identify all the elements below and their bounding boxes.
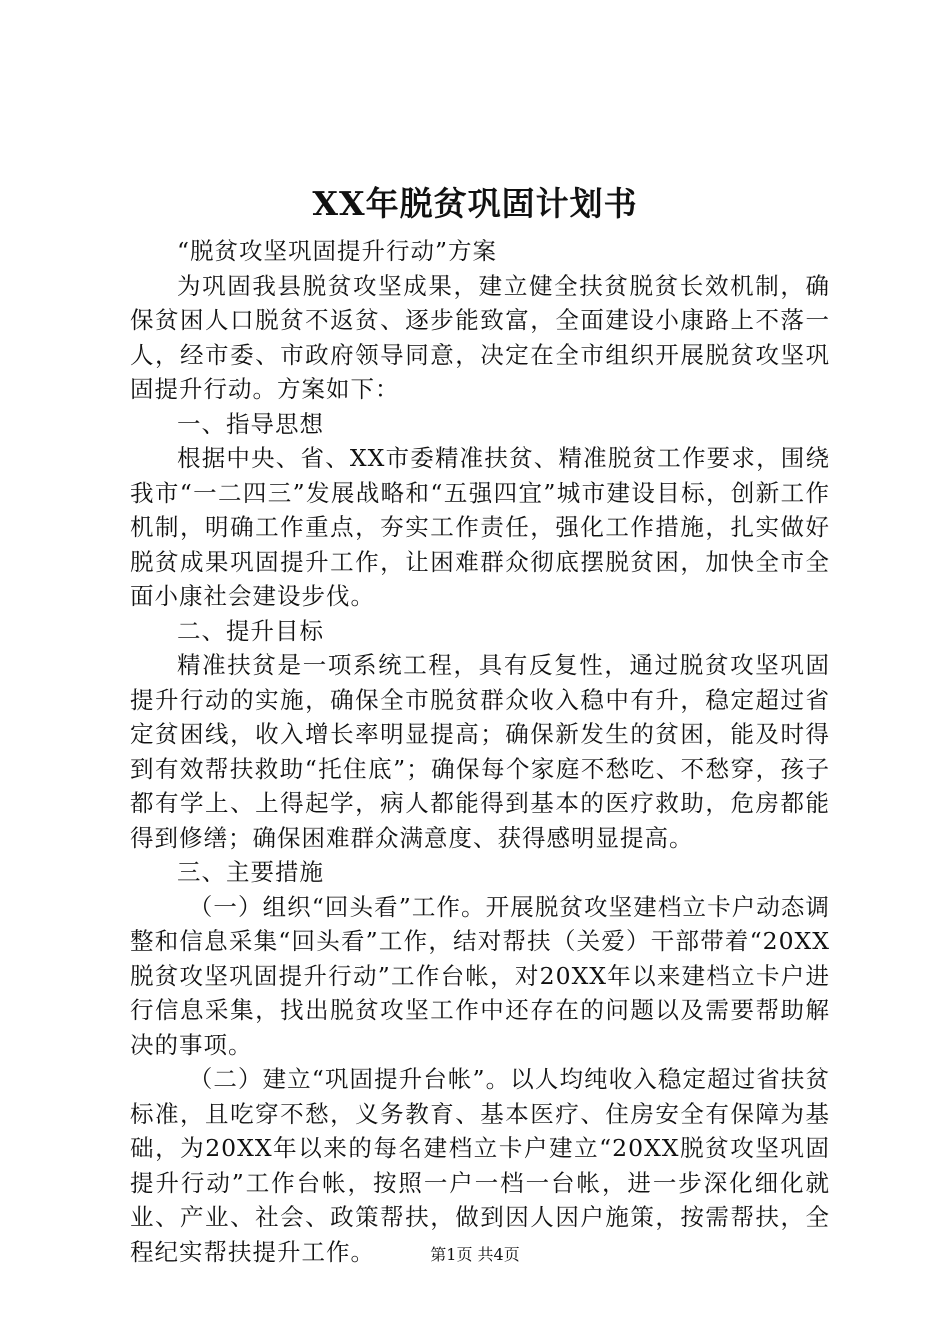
- goals-paragraph: 精准扶贫是一项系统工程，具有反复性，通过脱贫攻坚巩固提升行动的实施，确保全市脱贫群众收入稳中有升，稳定超过省定贫困线，收入增长率明显提高；确保新发生的贫困，能及时得到有效帮扶救助“托住底”；确保每个家庭不愁吃、不愁穿，孩子都有学上、上得起学，病人都能得到基本的医疗救助，危房都能得到修缮；确保困难群众满意度、获得感明显提高。: [130, 651, 830, 852]
- section-heading-guiding-ideology: 一、指导思想: [177, 409, 324, 438]
- section-heading-measures: 三、主要措施: [177, 858, 324, 886]
- document-body: [130, 234, 830, 1269]
- measure-2-paragraph: （二）建立“巩固提升台帐”。以人均纯收入稳定超过省扶贫标准，且吃穿不愁，义务教育、基本医疗、住房安全有保障为基础，为20XX年以来的每名建档立卡户建立“20XX脱贫攻坚巩固提升行动”工作台帐，按照一户一档一台帐，进一步深化细化就业、产业、社会、政策帮扶，做到因人因户施策，按需帮扶，全程纪实帮扶提升工作。: [130, 1065, 830, 1266]
- measure-1-paragraph: （一）组织“回头看”工作。开展脱贫攻坚建档立卡户动态调整和信息采集“回头看”工作，结对帮扶（关爱）干部带着“20XX脱贫攻坚巩固提升行动”工作台帐，对20XX年以来建档立卡户进行信息采集，找出脱贫攻坚工作中还存在的问题以及需要帮助解决的事项。: [130, 892, 830, 1059]
- plan-name-paragraph: “脱贫攻坚巩固提升行动”方案: [177, 237, 498, 265]
- page-number-footer: 第1页 共4页: [430, 1245, 520, 1264]
- intro-paragraph: 为巩固我县脱贫攻坚成果，建立健全扶贫脱贫长效机制，确保贫困人口脱贫不返贫、逐步能致富，全面建设小康路上不落一人，经市委、市政府领导同意，决定在全市组织开展脱贫攻坚巩固提升行动。方案如下：: [130, 271, 830, 403]
- guiding-ideology-paragraph: 根据中央、省、XX市委精准扶贫、精准脱贫工作要求，围绕我市“一二四三”发展战略和“五强四宜”城市建设目标，创新工作机制，明确工作重点，夯实工作责任，强化工作措施，扎实做好脱贫成果巩固提升工作，让困难群众彻底摆脱贫困，加快全市全面小康社会建设步伐。: [130, 444, 830, 610]
- document-title: XX年脱贫巩固计划书: [312, 184, 638, 223]
- section-heading-goals: 二、提升目标: [177, 616, 324, 645]
